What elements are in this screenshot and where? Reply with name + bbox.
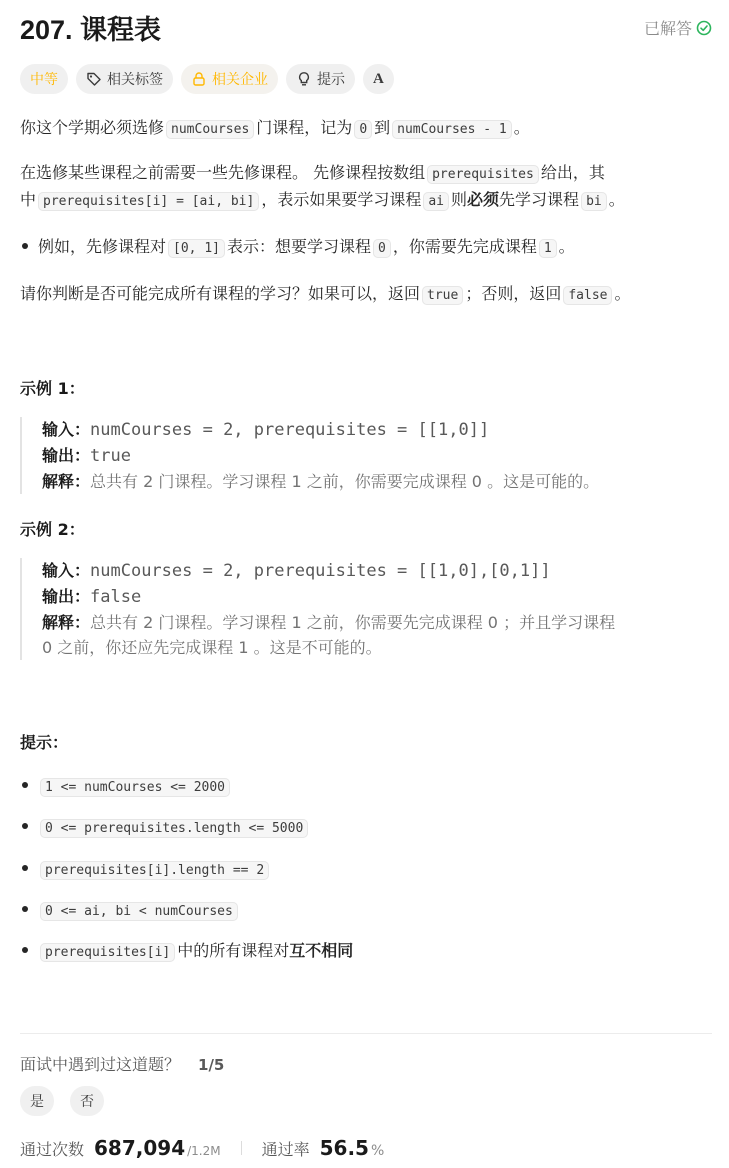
interview-count: 1/5: [198, 1056, 225, 1074]
bullet-dot: [22, 243, 28, 249]
constraint-item: 0 <= ai, bi < numCourses: [20, 897, 240, 925]
problem-title: 207. 课程表: [20, 15, 162, 45]
translate-button[interactable]: [363, 64, 394, 94]
related-tags-label: 相关标签: [107, 72, 163, 88]
section-divider: [20, 1033, 712, 1034]
hint-label: 提示: [317, 72, 345, 88]
difficulty-tag[interactable]: [20, 64, 68, 94]
constraints-heading: 提示：: [20, 733, 69, 752]
example-1-output: true: [90, 446, 131, 466]
submission-stats: [20, 1136, 384, 1160]
solved-status: [644, 16, 712, 39]
example-1-input: numCourses = 2, prerequisites = [[1,0]]: [90, 420, 490, 440]
related-tags-button[interactable]: [76, 64, 173, 94]
interview-question: 面试中遇到过这道题？ 1/5: [20, 1055, 225, 1074]
title-row: [20, 6, 712, 46]
stats-separator: [241, 1141, 242, 1155]
solved-label: 已解答: [643, 19, 692, 38]
tag-bar: [20, 64, 394, 94]
related-companies-button[interactable]: [181, 64, 278, 94]
constraint-item: 0 <= prerequisites.length <= 5000: [20, 814, 310, 842]
hint-button[interactable]: [286, 64, 355, 94]
desc-paragraph-1: 你这个学期必须选修 numCourses 门课程，记为 0 到 numCourses - 1 。: [20, 118, 530, 137]
desc-paragraph-3: 请你判断是否可能完成所有课程的学习？如果可以，返回 true ；否则，返回 false 。: [20, 284, 631, 303]
example-1-block: 输入：numCourses = 2, prerequisites = [[1,0]] 输出：true 解释：总共有 2 门课程。学习课程 1 之前，你需要完成课程 0 。这是可能的。: [20, 417, 729, 494]
acceptance-rate-label: 通过率: [261, 1140, 310, 1159]
accepted-count: 687,094: [94, 1136, 186, 1160]
translate-icon: A: [373, 70, 384, 87]
example-2-heading: 示例 2：: [20, 520, 85, 539]
yes-button[interactable]: 是: [20, 1086, 54, 1116]
example-2-explanation-line-2: 0 之前，你还应先完成课程 1 。这是不可能的。: [42, 638, 382, 657]
example-2-input: numCourses = 2, prerequisites = [[1,0],[0,1]]: [90, 561, 551, 581]
lock-icon: [191, 71, 207, 87]
acceptance-rate-unit: %: [370, 1143, 385, 1159]
tag-icon: [86, 71, 102, 87]
constraint-item: prerequisites[i] 中的所有课程对互不相同: [20, 938, 353, 966]
example-1-explanation: 总共有 2 门课程。学习课程 1 之前，你需要完成课程 0 。这是可能的。: [90, 472, 600, 491]
constraint-item: prerequisites[i].length == 2: [20, 856, 271, 884]
constraint-item: 1 <= numCourses <= 2000: [20, 773, 232, 801]
example-2-explanation-line-1: 总共有 2 门课程。学习课程 1 之前，你需要先完成​课程 0 ；并且学习课程: [90, 613, 616, 632]
no-button[interactable]: 否: [70, 1086, 104, 1116]
desc-paragraph-2-line-1: 在选修某些课程之前需要一些先修课程。 先修课程按数组 prerequisites 给出，其: [20, 163, 605, 182]
desc-paragraph-2-line-2: 中 prerequisites[i] = [ai, bi] ，表示如果要学习课程 ai 则必须先学习课程 bi 。: [20, 190, 625, 209]
example-2-output: false: [90, 587, 142, 607]
accepted-label: 通过次数: [20, 1140, 85, 1159]
check-circle-icon: [696, 20, 712, 36]
submitted-count: /1.2M: [187, 1144, 221, 1158]
example-1-heading: 示例 1：: [20, 379, 85, 398]
related-companies-label: 相关企业: [212, 72, 268, 88]
desc-example-bullet: 例如，先修课程对 [0, 1] 表示：想要学习课程 0 ，你需要先完成课程 1 。: [20, 234, 575, 262]
example-2-block: 输入：numCourses = 2, prerequisites = [[1,0],[0,1]] 输出：false 解释：总共有 2 门课程。学习课程 1 之前，你需要先完成​课程 0 ；并且学习课程 0 之前，你还应先完成课程 1 。这是不可能的。: [20, 558, 729, 660]
lightbulb-icon: [296, 71, 312, 87]
difficulty-label: 中等: [30, 72, 58, 88]
acceptance-rate: 56.5: [319, 1136, 369, 1160]
